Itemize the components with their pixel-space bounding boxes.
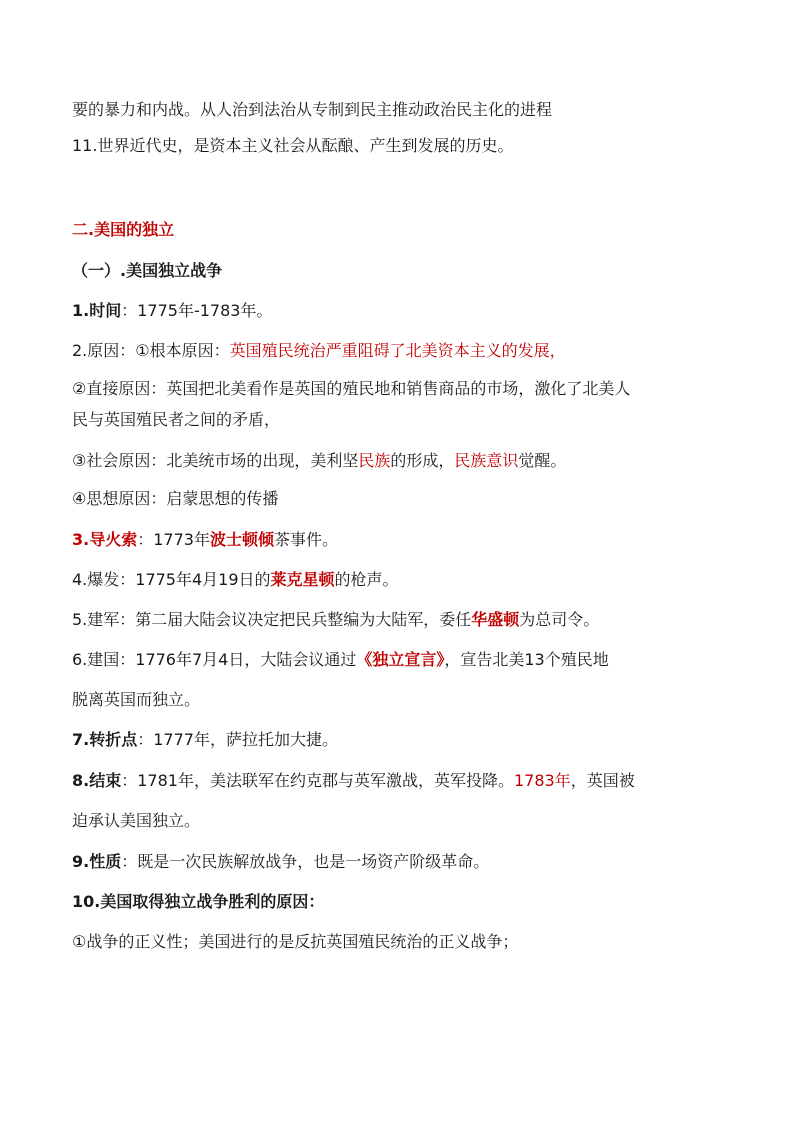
text-span: 5.建军：第二届大陆会议决定把民兵整编为大陆军，委任 (72, 610, 472, 629)
item-time (72, 299, 272, 323)
highlight-text: 《独立宣言》 (356, 650, 445, 669)
text-span: ：1777年，萨拉托加大捷。 (137, 730, 338, 749)
item-army (72, 608, 599, 632)
text-span: ：1775年-1783年。 (121, 301, 273, 320)
item-reasons-title (72, 890, 324, 914)
text-span: 茶事件。 (273, 530, 338, 549)
text-span: 迫承认美国独立。 (72, 811, 201, 830)
section-title: 二.美国的独立 (72, 220, 175, 239)
item-nation (72, 648, 609, 672)
text-line (72, 377, 630, 401)
text-span: 要的暴力和内战。从人治到法治从专制到民主推动政治民主化的进程 (72, 100, 553, 119)
item-label: 7.转折点 (72, 730, 138, 749)
item-cause (72, 339, 566, 363)
text-span: ：既是一次民族解放战争，也是一场资产阶级革命。 (121, 852, 490, 871)
item-fuse (72, 528, 338, 552)
text-span: ②直接原因：英国把北美看作是英国的殖民地和销售商品的市场，激化了北美人 (72, 379, 631, 398)
text-line (72, 449, 566, 473)
text-line (72, 408, 280, 432)
text-line (72, 809, 200, 833)
text-span: ④思想原因：启蒙思想的传播 (72, 489, 279, 508)
text-span: 觉醒。 (518, 451, 567, 470)
item-outbreak (72, 568, 399, 592)
text-span: ③社会原因：北美统市场的出现，美利坚 (72, 451, 359, 470)
text-span: 6.建国：1776年7月4日，大陆会议通过 (72, 650, 357, 669)
highlight-text: 波士顿倾 (209, 530, 274, 549)
text-span: ①战争的正义性；美国进行的是反抗英国殖民统治的正义战争； (72, 932, 519, 951)
subsection-title: （一）.美国独立战争 (72, 261, 223, 280)
subsection-heading (72, 259, 222, 283)
item-label: 9.性质 (72, 852, 122, 871)
text-span: 11.世界近代史，是资本主义社会从酝酿、产生到发展的历史。 (72, 136, 514, 155)
item-end (72, 769, 635, 793)
text-span: ，宣告北美13个殖民地 (444, 650, 609, 669)
item-label: 1.时间 (72, 301, 122, 320)
item-nature (72, 850, 489, 874)
item-turning-point (72, 728, 338, 752)
text-span: 的形成， (390, 451, 455, 470)
item-label: 2.原因：①根本原因： (72, 341, 230, 360)
text-span: 脱离英国而独立。 (72, 690, 201, 709)
item-label: 10.美国取得独立战争胜利的原因： (72, 892, 325, 911)
highlight-text: 华盛顿 (471, 610, 520, 629)
item-label: 3.导火索 (72, 530, 138, 549)
text-span: 的枪声。 (334, 570, 399, 589)
text-span: ：1781年，美法联军在约克郡与英军激战，英军投降。 (121, 771, 514, 790)
text-span: 为总司令。 (519, 610, 600, 629)
text-span: 4.爆发：1775年4月19日的 (72, 570, 271, 589)
highlight-text: 莱克星顿 (270, 570, 335, 589)
item-label: 8.结束 (72, 771, 122, 790)
text-line (72, 688, 200, 712)
text-span: 民与英国殖民者之间的矛盾， (72, 410, 281, 429)
text-span: ：1773年 (137, 530, 210, 549)
text-line (72, 134, 513, 158)
text-line (72, 487, 278, 511)
section-heading (72, 218, 174, 242)
highlight-text: 民族意识 (454, 451, 519, 470)
highlight-text: 1783年 (513, 771, 571, 790)
highlight-text: 英国殖民统治严重阻碍了北美资本主义的发展， (229, 341, 566, 360)
text-line (72, 98, 552, 122)
text-line (72, 930, 518, 954)
text-span: ，英国被 (570, 771, 635, 790)
highlight-text: 民族 (358, 451, 391, 470)
